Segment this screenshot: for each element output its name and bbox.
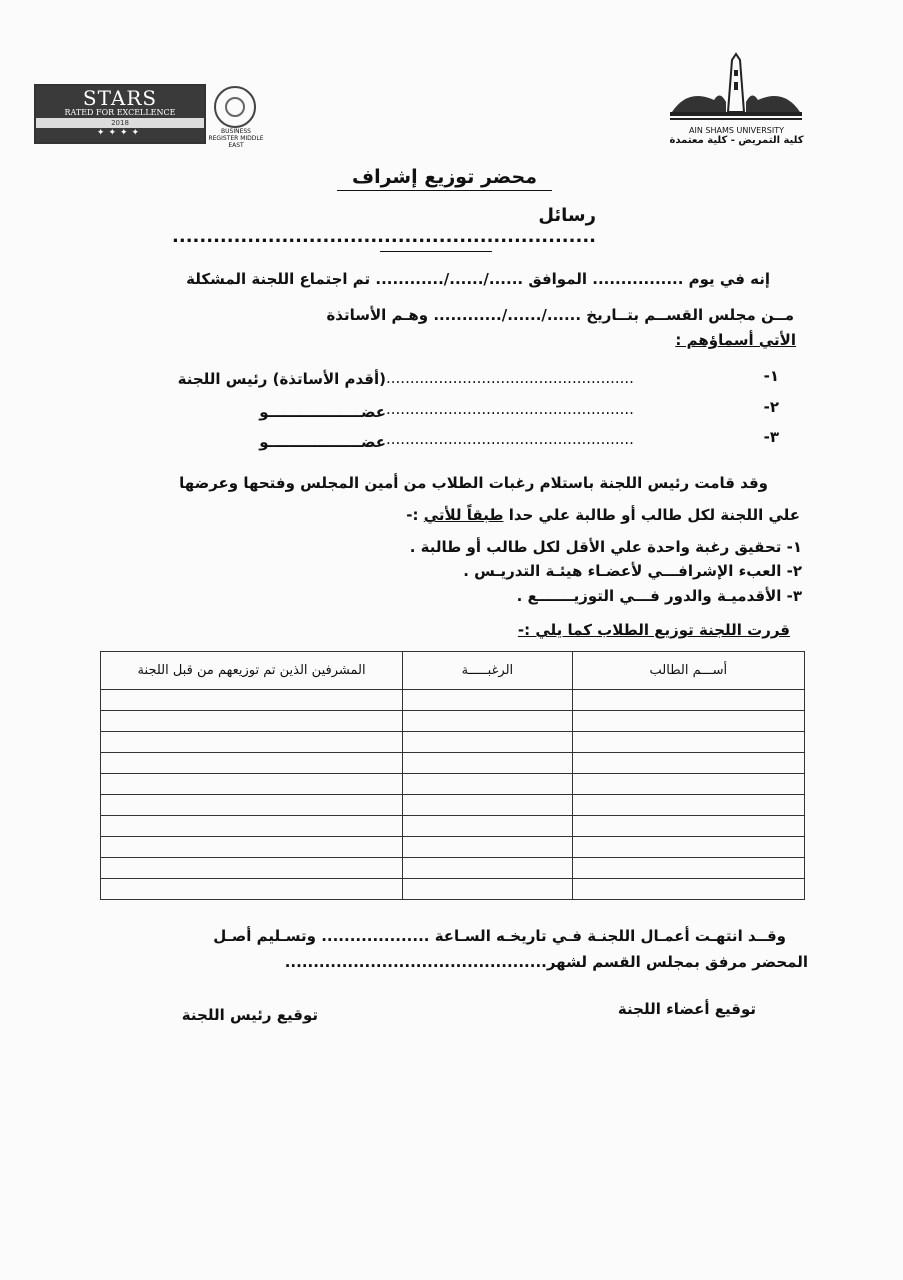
student-name-cell: [572, 732, 804, 753]
supervisors-cell: [101, 858, 403, 879]
stars-logo: [34, 84, 206, 144]
student-name-cell: [572, 837, 804, 858]
closing-line-1: وقــد انتهـت أعمـال اللجنـة فـي تاريخـه السـاعة ................... وتسـليم أصـل: [213, 927, 786, 945]
stars-logo-word: STARS: [82, 86, 158, 110]
student-name-cell: [572, 711, 804, 732]
body-paragraph-2-end: :-: [406, 506, 419, 524]
member-role: عضــــــــــــــــــو: [259, 433, 386, 451]
page-title: محضر توزيع إشراف: [337, 166, 552, 191]
column-header-supervisors: المشرفين الذين تم توزيعهم من قبل اللجنة: [101, 652, 403, 690]
table-row: [101, 732, 805, 753]
preference-cell: [403, 732, 573, 753]
decision-heading: قررت اللجنة توزيع الطلاب كما يلي :-: [517, 621, 790, 639]
table-row: [101, 795, 805, 816]
supervisors-cell: [101, 732, 403, 753]
supervisors-cell: [101, 753, 403, 774]
member-dots: ....................................................: [386, 400, 634, 418]
student-name-cell: [572, 774, 804, 795]
member-number: ١-: [763, 367, 779, 385]
ain-shams-university-logo: [668, 50, 804, 125]
members-signature-label: توقيع أعضاء اللجنة: [617, 1000, 756, 1018]
names-heading: الأتي أسماؤهم :: [675, 331, 796, 349]
seal-caption: BUSINESS REGISTER MIDDLE EAST: [208, 128, 264, 149]
title-divider: [380, 251, 492, 252]
body-paragraph-2-main: علي اللجنة لكل طالب أو طالبة علي حدا: [508, 506, 800, 524]
supervisors-cell: [101, 795, 403, 816]
preference-cell: [403, 774, 573, 795]
supervisors-cell: [101, 816, 403, 837]
stars-rating-icon: ✦✦✦✦: [96, 128, 144, 138]
member-dots: ....................................................: [386, 369, 634, 387]
preference-cell: [403, 795, 573, 816]
preference-cell: [403, 837, 573, 858]
chair-signature-label: توقيع رئيس اللجنة: [181, 1006, 318, 1024]
table-row: [101, 711, 805, 732]
member-role: عضــــــــــــــــــو: [259, 403, 386, 421]
closing-line-2: المحضر مرفق بمجلس القسم لشهر..............................................: [284, 953, 808, 971]
preference-cell: [403, 858, 573, 879]
criteria-item: ٢- العبء الإشرافـــي لأعضـاء هيئـة التدريـس .: [463, 562, 802, 580]
student-name-cell: [572, 879, 804, 900]
distribution-table: [100, 651, 805, 900]
table-row: [101, 816, 805, 837]
university-name: AIN SHAMS UNIVERSITY: [689, 126, 784, 135]
meeting-line-2: مــن مجلس القســم بتــاريخ ....../....../............ وهـم الأساتذة: [326, 306, 794, 324]
preference-cell: [403, 753, 573, 774]
table-header-row: [101, 652, 805, 690]
preference-cell: [403, 879, 573, 900]
supervisors-cell: [101, 774, 403, 795]
member-number: ٢-: [763, 398, 779, 416]
supervisors-cell: [101, 879, 403, 900]
preference-cell: [403, 816, 573, 837]
supervisors-cell: [101, 837, 403, 858]
rasael-line: رسائل ..............................................................: [172, 205, 596, 247]
body-paragraph-2: [360, 506, 800, 524]
student-name-cell: [572, 690, 804, 711]
body-paragraph-2-tail: طبقاً للأتي: [423, 506, 504, 524]
table-row: [101, 879, 805, 900]
student-name-cell: [572, 753, 804, 774]
criteria-item: ١- تحقيق رغبة واحدة علي الأقل لكل طالب أو طالبة .: [409, 538, 802, 556]
column-header-preference: الرغبـــــة: [403, 652, 573, 690]
student-name-cell: [572, 858, 804, 879]
meeting-line-1: إنه في يوم ................ الموافق ....../....../............ تم اجتماع اللجنة المشكلة: [186, 270, 770, 288]
preference-cell: [403, 711, 573, 732]
university-caption: [664, 126, 809, 146]
student-name-cell: [572, 795, 804, 816]
faculty-name: كلية التمريض - كلية معتمدة: [669, 135, 804, 146]
table-row: [101, 774, 805, 795]
student-name-cell: [572, 816, 804, 837]
supervisors-cell: [101, 711, 403, 732]
table-row: [101, 753, 805, 774]
member-number: ٣-: [763, 428, 779, 446]
supervisors-cell: [101, 690, 403, 711]
member-dots: ....................................................: [386, 430, 634, 448]
business-register-seal-icon: [214, 86, 256, 128]
table-row: [101, 837, 805, 858]
criteria-item: ٣- الأقدميـة والدور فـــي التوزيـــــــع .: [516, 587, 802, 605]
preference-cell: [403, 690, 573, 711]
stars-logo-year: 2018: [36, 118, 204, 128]
member-role-chair: (أقدم الأساتذة) رئيس اللجنة: [177, 370, 386, 388]
table-row: [101, 858, 805, 879]
body-paragraph-1: وقد قامت رئيس اللجنة باستلام رغبات الطلاب من أمين المجلس وفتحها وعرضها: [179, 474, 768, 492]
column-header-student-name: أســـم الطالب: [572, 652, 804, 690]
table-row: [101, 690, 805, 711]
stars-logo-tagline: RATED FOR EXCELLENCE: [64, 108, 176, 117]
